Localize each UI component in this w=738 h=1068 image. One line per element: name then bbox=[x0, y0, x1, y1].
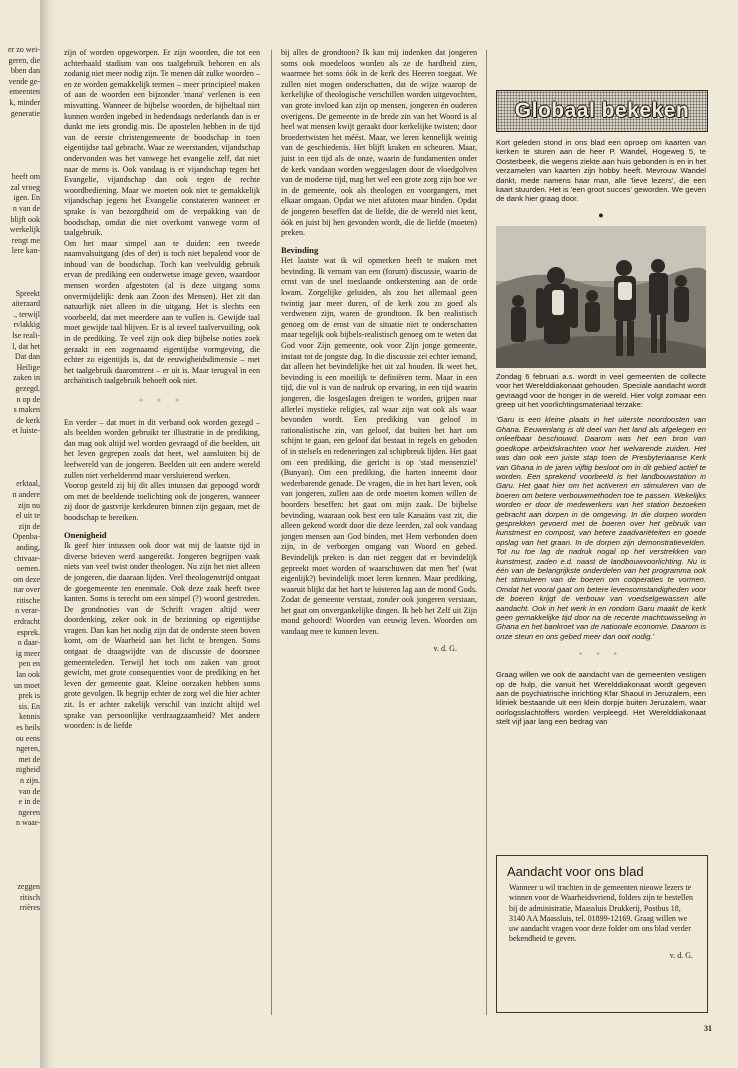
fragment-line bbox=[0, 458, 40, 469]
fragment-line: lan ook bbox=[16, 670, 40, 680]
fragment-line: n waar- bbox=[15, 818, 40, 828]
fragment-line: sis. En bbox=[18, 701, 40, 711]
fragment-line bbox=[0, 469, 40, 480]
section-divider: * * * bbox=[139, 397, 185, 406]
fragment-line: er zo wei- bbox=[8, 45, 40, 54]
fragment-line: Dat dan bbox=[14, 352, 40, 362]
fragment-line: et luiste- bbox=[12, 426, 40, 436]
fragment-line: rengt me bbox=[11, 235, 40, 245]
paragraph: Het laatste wat ik wil opmerken heeft te maken met bevinding. Ik vernam van een (forum) discussie, waarin de ernst van de snel toeslaande ontkerstening aan de orde kwam. Zorgelijke geluiden, als zou het allemaal geen twintig jaar meer duren, of de kerk zou zo goed als verdwenen zijn, waren de grondtoon. Ik ben realistisch genoeg om de ernst van de situatie niet te onderschatten maar tegelijk ook bijbels-realistisch genoeg om te weten dat God voor Zijn gemeente, ook voor Zijn jonge gemeente, instaat tot de jongste dag. In die discussie zei echter iemand, dat alleen het bevindelijke het uit zal houden. Ik weet het, bevinding is een moeilijk te definiëren term. Maar in een tijd, die vol is van de nadruk op ervaring, in een tijd waarin jongeren, die losgeslagen dreigen te worden, grijpen naar allerlei mystieke religies, zal waar zijn wat ook als waar bevonden wordt. Een prediking van geloof in rationalistische zin, van geloof, dat buiten het hart om schijnt te gaan, een geloof dat bestaat in regels en geboden of in stelsels en redeneringen zal schipbreuk lijden. Het gaat om een prediking, die gericht is op 'stad mensenziel' (Bunyan). Om een prediking, die harten inneemt door wederbarende genade. De vragen, die in het hart leven, ook van jongeren, zullen aan de orde moeten komen willen de hoorders beseffen: het gaat om mijn zaak. De bijbelse bevinding, waaraan ook best een tale Kanaäns vast zit, die alleen gekend wordt door die deze leerden, zal ook vandaag jongen mensen aan God binden, met Hem verbonden doen zijn, in de verborgen omgang van Woord en gebed. Bevindelijk preken is dan niet zeggen dat er bevindelijk gepreekt moet worden of waarschuwen dat men 'het' (wat eigenlijk?) bevindelijk moet leren kennen. Maar prediking, waaruit blijkt dat het hart te luisteren lag aan de mond Gods. Zodat de gemeente verstaat, zonder ook jongeren verstaan, het gaat om onvergankelijke dingen. Ik heb het Zelf uit Zijn mond gehoord! Woorden van eeuwig leven. Woorden om vandaag mee te kunnen leven. bbox=[281, 256, 477, 637]
section-heading-bevinding: Bevinding bbox=[281, 244, 319, 255]
photo-caption: Zondag 6 februari a.s. wordt in veel gemeenten de collecte voor het Werelddiakonaat gehouden. Speciale aandacht wordt gevraagd voor de honger in de wereld. Hier volgt zomaar een greep uit het voorlichtingsmateriaal terzake: bbox=[496, 371, 706, 410]
fragment-line: werkelijk bbox=[9, 225, 40, 235]
fragment-line: oemen. bbox=[16, 564, 40, 574]
section-heading-onenigheid: Onenigheid bbox=[64, 529, 107, 540]
fragment-line: ngeren bbox=[18, 807, 40, 817]
quoted-text: 'Garu is een kleine plaats in het uiterste noordoosten van Ghana. Eeuwenlang is dit deel van het land als afgelegen en onleefbaar beschouwd. Daarom was het een bron van goedkope arbeidskrachten voor het welvarende zuiden. Het was dan ook een juiste stap toen de Presbyteriaanse Kerk van Ghana in de jaren vijftig besloot om in dit gebied actief te worden. Een sprekend voorbeeld is het landbouwstation in Garu. Het gaat hier om het activeren en stimuleren van de boeren om betere verbouwmethoden toe te passen. Wekelijks worden er door de medewerkers van het station bezoeken gebracht aan dorpen in de omgeving. In die dorpen worden gesprekken gevoerd met de boeren over het gebruik van kunstmest en compost, van betere zaadvariëteiten en goede opslag van het graan. In de dorpen zijn demonstratievelden. Tot nu toe lag de nadruk nogal op het verstrekken van kunstmest, zaden e.d. naast de landbouwvoorlichting. Nu is één van de belangrijkste onderdelen van het programma ook het stimuleren van de boeren om coöperaties te vormen. Omdat het vooral gaat om betere levensomstandigheden voor de boeren krijgt de verbouw van voedselgewassen alle aandacht. Ook in het werk in en rondom Garu maakt de kerk geen gemakkelijke tijd door na de recente machtswisseling in Ghana en het bankroet van de nationale economie. Daarom is onze steun en ons gebed meer dan ooit nodig.' bbox=[496, 415, 706, 641]
fragment-line: igen. En bbox=[13, 193, 40, 203]
fragment-line: es heils bbox=[16, 723, 40, 732]
fragment-line: erktaal, bbox=[16, 479, 40, 489]
fragment-line: geren, die bbox=[8, 55, 40, 65]
fragment-line bbox=[0, 861, 40, 872]
fragment-line: zal vroeg bbox=[10, 182, 40, 192]
section-divider: * * * bbox=[579, 651, 623, 661]
fragment-line: Openba- bbox=[12, 532, 40, 542]
fragment-line bbox=[0, 267, 40, 278]
fragment-line: ., terwijl bbox=[13, 309, 40, 319]
fragment-line: nar over bbox=[13, 585, 40, 595]
photo-farmers-ghana bbox=[496, 226, 706, 368]
fragment-line: el uit te bbox=[16, 511, 40, 521]
previous-page-fragment bbox=[0, 45, 40, 1025]
notice-signature: v. d. G. bbox=[669, 950, 693, 960]
fragment-line: bben dan bbox=[10, 66, 40, 76]
fragment-line: chtvaar- bbox=[13, 553, 40, 563]
fragment-line: nigheid bbox=[16, 765, 40, 775]
fragment-line: vende ge- bbox=[8, 76, 40, 86]
paragraph: Om het maar simpel aan te duiden: een tweede naamvalsuitgang (des of der) is toch niet bepalend voor de inhoud van de boodschap. Toch kan veelvuldig gebruik ervan de prediking een ouderwetse image geven, waardoor mensen worden afgestoten (al is deze uitgang soms onvermijdelijk: denk aan Zoon des Mensen). Het zit dan natuurlijk niet alleen in die uitgang. Het is slechts een voorbeeld, dat met meerdere aan te vullen is. Gewijde taal moet gewijde taal blijven. Er is al teveel taalvervuiling, ook in de prediking. Te veel zijn ook diep bijbelse noties zoek geraakt in een zogenaamd eigentijdse vormgeving, die echter zo eigentijds is, dat de eeuwigheidsdimensie – met het taalgebruik daaromtrent – er uit is. Maar terugval in een archaïstisch taalgebruik behoeft ook niet. bbox=[64, 238, 260, 386]
fragment-line: zeggen bbox=[17, 881, 40, 891]
page-gutter bbox=[40, 0, 56, 1068]
fragment-line: ig meer bbox=[15, 648, 40, 658]
column-rule bbox=[271, 50, 272, 1015]
fragment-line: n daar- bbox=[17, 638, 40, 648]
fragment-line: rvlakkig bbox=[13, 320, 40, 330]
fragment-line: ritische bbox=[16, 595, 40, 605]
fragment-line bbox=[0, 162, 40, 173]
fragment-line bbox=[0, 140, 40, 151]
fragment-line: ritisch bbox=[20, 892, 40, 902]
fragment-line bbox=[0, 130, 40, 141]
bullet-icon: ● bbox=[598, 209, 604, 220]
paragraph: Voorop gesteld zij bij dit alles intussen dat gepoogd wordt om met de beeldende toelichting ook de jongeren, wanneer zij door de gastvrije kerkdeuren binnen zijn gegaan, met de boodschap te bereiken. bbox=[64, 481, 260, 522]
fragment-line: zaken in bbox=[13, 373, 40, 383]
fragment-line bbox=[0, 829, 40, 840]
sidebar-intro: Kort geleden stond in ons blad een oproep om kaarten van kerken te sturen aan de heer P. Wandel, Hogeweg 5, te Oosterbeek, die wegens ziekte aan huis gebonden is en in het verzamelen van kaarten zijn hobby heeft. Mevrouw Wandel dankt, mede namens haar man, alle 'lieve lezers', die een kaart stuurden. Het is 'een groot succes' geworden. We geven de dank hier graag door. bbox=[496, 138, 706, 204]
fragment-line: om deze bbox=[13, 574, 40, 584]
fragment-line: n van de bbox=[12, 203, 40, 213]
fragment-line: ngeren, bbox=[16, 744, 40, 754]
fragment-line: ou eens bbox=[15, 733, 40, 743]
fragment-line bbox=[0, 437, 40, 448]
fragment-line bbox=[0, 871, 40, 882]
fragment-line: gezegd. bbox=[15, 384, 40, 393]
fragment-line: emeenten bbox=[9, 87, 40, 97]
fragment-line: generatie bbox=[10, 108, 40, 118]
fragment-line: rrières bbox=[19, 903, 40, 913]
article-column-2 bbox=[281, 48, 477, 1013]
notice-box bbox=[496, 855, 708, 1013]
fragment-line: zijn nu bbox=[18, 500, 40, 510]
fragment-line: n zijn. bbox=[20, 775, 40, 785]
fragment-line bbox=[0, 151, 40, 162]
fragment-line: n verar- bbox=[15, 606, 40, 616]
fragment-line: anding, bbox=[16, 542, 40, 552]
fragment-line: n andere bbox=[12, 489, 40, 499]
fragment-line bbox=[0, 448, 40, 459]
fragment-line bbox=[0, 119, 40, 130]
fragment-line: esprek. bbox=[17, 627, 40, 637]
fragment-line: prek is bbox=[18, 691, 40, 701]
fragment-line: aiteraard bbox=[12, 299, 40, 309]
page-number: 31 bbox=[704, 1024, 712, 1033]
fragment-line: Spreekt bbox=[15, 288, 40, 298]
fragment-line: s maken bbox=[13, 405, 40, 415]
fragment-line: met de bbox=[18, 754, 40, 764]
paragraph: zijn of worden opgeworpen. Er zijn woorden, die tot een achterhaald stadium van ons taalgebruik behoren en als zodanig niet meer nodig zijn. Te menen dát zulke woorden – en ze worden gemakkelijk termen – meer principieel maken of aan de woorden een bijzonder 'mana' verlenen is een misvatting. Wanneer de bijbelse woorden, de bijbeltaal niet kunnen worden ingebed in hedendaags nederlands dan is er dunkt me iets grondig mis. De apostelen hebben in de tijd van de eerste christengemeente de boodschap in toen eigentijdse taal gebracht. Waar ze weerstanden, vijandschap ondervonden was het vanwege het evangelie zelf, dat niet naar de mens is. Ook vandaag is er vijandschap tegen het Evangelie, vijandschap dan ook tegen de rechte woordbediening. Maar we moeten ook niet te gemakkelijk vijandschap jegens het Evangelie constateren wanneer er sprake is van bezorgdheid om de verpakking van de boodschap, omdat die niet overkomt vanwege vorm of taalgebruik. bbox=[64, 48, 260, 238]
fragment-line bbox=[0, 850, 40, 861]
fragment-line: l, dat het bbox=[12, 341, 40, 351]
notice-title: Aandacht voor ons blad bbox=[507, 864, 644, 879]
banner-title: Globaal bekeken bbox=[514, 99, 690, 122]
sidebar-banner bbox=[496, 90, 708, 132]
fragment-line: zijn de bbox=[18, 521, 40, 531]
article-column-1 bbox=[64, 48, 260, 1013]
paragraph: En verder – dat moet in dit verband ook worden gezegd – als beelden worden gebruikt ter illustratie in de prediking, dan mag ook altijd wel worden gevraagd of die beelden, uit het leven gegrepen zoals dat heet, wel aansluiten bij de leefwereld van de jongeren. Beelden uit een andere wereld zullen niet verhelderend maar versluierend werken. bbox=[64, 417, 260, 480]
sidebar-continuation: Graag willen we ook de aandacht van de gemeenten vestigen op de hulp, die vanuit het Werelddiakonaat wordt gegeven aan de psychiatrische inrichting Kfar Shaoul in Jeruzalem, een kliniek bestaande uit een klein dorpje buiten Jeruzalem, waar oorlogsslachtoffers worden verpleegd. Het Werelddiakonaat stelt vijf jaar lang een bedrag van bbox=[496, 670, 706, 727]
fragment-line: e in de bbox=[18, 797, 40, 807]
column-rule bbox=[486, 50, 487, 1015]
fragment-line: van de bbox=[18, 786, 40, 796]
fragment-line: de kerk bbox=[16, 415, 40, 425]
paragraph: bij alles de grondtoon? Ik kan mij indenken dat jongeren soms ook moedeloos worden als ze de hardheid zien, waarmee het soms óók in de kerk des Heeren toegaat. We zullen niet mogen onderschatten, dat de wijze waarop de kerkelijke of theologische verschillen worden uitgevochten, van grote invloed kan zijn op mensen, jongeren én ouderen overigens. De gemeente in de brede zin van het Woord is al heel wat mensen kwijt geraakt door kerkelijke twisten; door broedertwisten het méést. Maar, we leren kennelijk weinig van de geschiedenis. Het blijft kraken en scheuren. Maar, juist in een tijd als de onze, waarin de fundamenten onder de kerk vandaan worden weggeslagen door de vloedgolven van de moderne tijd, mag het wel een grote zorg zijn hoe we in de gemeente, ook als theologen en voorgangers, met elkaar omgaan. Opdat we niet afstoten maar binden. Opdat de jongeren beseffen dat de liefde, die de wereld niet kent, óók en juist bij hen gevonden wordt, die de liefde (moeten) preken. bbox=[281, 48, 477, 238]
fragment-line: Heilige bbox=[16, 362, 40, 372]
fragment-line bbox=[0, 278, 40, 289]
author-signature: v. d. G. bbox=[433, 643, 457, 653]
sidebar-globaal-bekeken bbox=[496, 90, 706, 727]
fragment-line bbox=[0, 257, 40, 268]
fragment-line: heeft om bbox=[11, 172, 40, 182]
paragraph: Ik geef hier intussen ook door wat mij de laatste tijd in diverse brieven werd aangereikt. Jongeren begrijpen vaak niets van veel twist onder theologen. Nu zijn het niet alleen de jongeren, die daaraan lijden. Veel theologenstrijd ontgaat de goegemeente ten enenmale. Ook deze zaak heeft twee kanten. Soms is terecht om een simpel (?) woord gestreden. De grondnoties van de Schrift vragen altijd weer doordenking, zeker ook in de bezinning op eigentijdse vragen. Dan kan het nodig zijn dat de onderste steen boven komt, om de Waarheid aan het licht te brengen. Soms ontgaat de draagwijdte van de discussie de doorsnee gemeenteleden. Terwijl het toch om zaken van groot gewicht, met grote consequenties voor de prediking en het leven der gemeente gaat. Kleine oorzaken hebben soms grote gevolgen. Ik begrijp echter de zorg wel die hier achter zit. Is er achter zakelijk verschil van inzicht altijd wel sprake van persoonlijke verdraagzaamheid? Met andere woorden: is de liefde bbox=[64, 541, 260, 731]
fragment-line: erdracht bbox=[13, 617, 40, 627]
fragment-line: lse reali- bbox=[12, 331, 40, 341]
fragment-line bbox=[0, 840, 40, 851]
fragment-line: blijft ook bbox=[10, 214, 40, 224]
fragment-line: un moet bbox=[14, 680, 40, 690]
notice-text: Wanneer u wil trachten in de gemeenten nieuwe lezers te winnen voor de Waarheidsvriend, folders zijn te bestellen bij de administratie, Maassluis Drukkerij, Postbus 18, 3140 AA Maassluis, tel. 01899-12169. Graag willen we uw aandacht vragen voor deze folder om ons blad verder bekendheid te geven. bbox=[509, 883, 694, 944]
fragment-line: kennis bbox=[19, 712, 40, 722]
photo-illustration bbox=[496, 226, 706, 368]
fragment-line: lere kan- bbox=[11, 246, 40, 256]
fragment-line: k, minder bbox=[9, 97, 40, 107]
fragment-line: n op de bbox=[16, 394, 40, 404]
fragment-line: pen en bbox=[18, 659, 40, 669]
